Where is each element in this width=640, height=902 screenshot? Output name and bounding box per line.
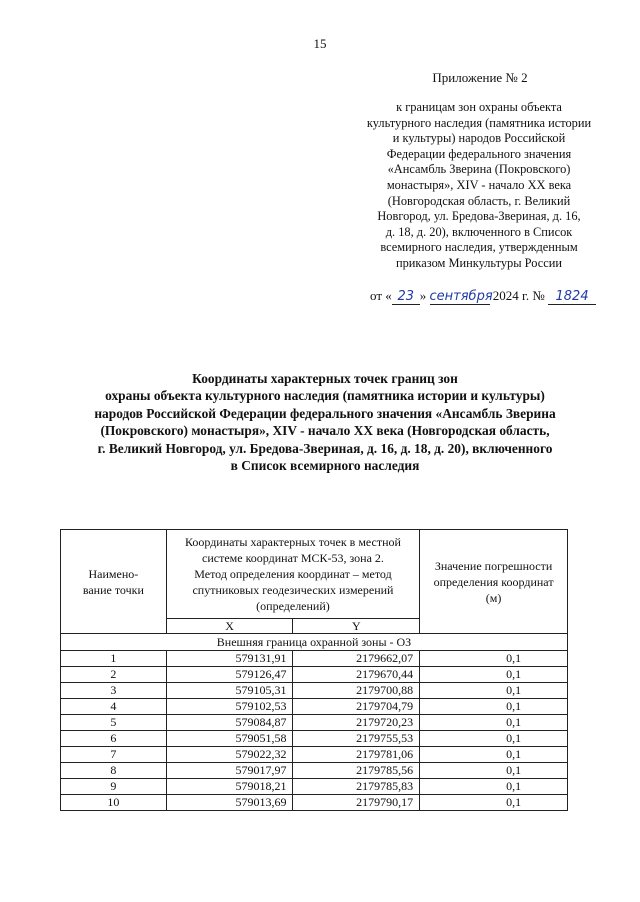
table-row: [61, 715, 568, 731]
point-number-cell: 8: [61, 763, 167, 779]
appendix-line: и культуры) народов Российской: [392, 131, 566, 146]
error-value-cell: 0,1: [420, 683, 568, 699]
page-number: 15: [313, 36, 327, 51]
x-coordinate-cell: 579084,87: [166, 715, 293, 731]
title-line: народов Российской Федерации федерального значения «Ансамбль Зверина: [94, 405, 556, 421]
point-number-cell: 9: [61, 779, 167, 795]
zone-label: Внешняя граница охранной зоны - ОЗ: [61, 634, 568, 651]
y-coordinate-cell: 2179790,17: [293, 795, 420, 811]
point-number-cell: 7: [61, 747, 167, 763]
y-coordinate-cell: 2179662,07: [293, 651, 420, 667]
point-number-cell: 1: [61, 651, 167, 667]
order-number: 1824: [548, 289, 596, 305]
header-coordinates: Координаты характерных точек в местной системе координат МСК-53, зона 2. Метод определения координат – метод спутниковых геодезических измерений (определений): [166, 530, 419, 619]
point-number-cell: 6: [61, 731, 167, 747]
error-value-cell: 0,1: [420, 667, 568, 683]
title-line: в Список всемирного наследия: [230, 458, 420, 474]
point-number-cell: 4: [61, 699, 167, 715]
y-coordinate-cell: 2179704,79: [293, 699, 420, 715]
point-number-cell: 10: [61, 795, 167, 811]
x-coordinate-cell: 579051,58: [166, 731, 293, 747]
appendix-line: «Ансамбль Зверина (Покровского): [387, 162, 571, 177]
y-coordinate-cell: 2179670,44: [293, 667, 420, 683]
appendix-text: [354, 100, 604, 272]
order-year: 2024 г. №: [489, 288, 549, 303]
error-value-cell: 0,1: [420, 747, 568, 763]
appendix-line: культурного наследия (памятника истории: [366, 115, 592, 130]
appendix-line: приказом Минкультуры России: [395, 255, 563, 270]
x-coordinate-cell: 579018,21: [166, 779, 293, 795]
appendix-line: к границам зон охраны объекта: [396, 100, 562, 114]
error-value-cell: 0,1: [420, 763, 568, 779]
y-coordinate-cell: 2179785,83: [293, 779, 420, 795]
title-line: охраны объекта культурного наследия (памятника истории и культуры): [105, 388, 545, 404]
table-row: [61, 747, 568, 763]
point-number-cell: 5: [61, 715, 167, 731]
appendix-line: всемирного наследия, утвержденным: [380, 240, 578, 255]
appendix-line: монастыря», XIV - начало XX века: [386, 177, 572, 192]
error-value-cell: 0,1: [420, 731, 568, 747]
error-value-cell: 0,1: [420, 779, 568, 795]
error-value-cell: 0,1: [420, 651, 568, 667]
point-number-cell: 3: [61, 683, 167, 699]
y-coordinate-cell: 2179755,53: [293, 731, 420, 747]
error-value-cell: 0,1: [420, 795, 568, 811]
error-value-cell: 0,1: [420, 715, 568, 731]
point-number-cell: 2: [61, 667, 167, 683]
x-coordinate-cell: 579013,69: [166, 795, 293, 811]
header-y: Y: [293, 619, 420, 634]
table-row: [61, 651, 568, 667]
x-coordinate-cell: 579102,53: [166, 699, 293, 715]
y-coordinate-cell: 2179781,06: [293, 747, 420, 763]
appendix-line: Новгород, ул. Бредова-Звериная, д. 16,: [377, 209, 581, 224]
y-coordinate-cell: 2179785,56: [293, 763, 420, 779]
document-title: [60, 370, 590, 474]
order-mid: »: [419, 288, 430, 303]
y-coordinate-cell: 2179700,88: [293, 683, 420, 699]
title-line: г. Великий Новгород, ул. Бредова-Звериная, д. 16, д. 18, д. 20), включенного: [97, 440, 553, 456]
appendix-line: д. 18, д. 20), включенного в Список: [385, 224, 573, 239]
x-coordinate-cell: 579126,47: [166, 667, 293, 683]
x-coordinate-cell: 579131,91: [166, 651, 293, 667]
header-error: Значение погрешности определения координат (м): [420, 530, 568, 634]
table-row: [61, 667, 568, 683]
appendix-title: Приложение № 2: [432, 70, 528, 85]
order-month: сентября: [429, 289, 493, 304]
x-coordinate-cell: 579017,97: [166, 763, 293, 779]
y-coordinate-cell: 2179720,23: [293, 715, 420, 731]
error-value-cell: 0,1: [420, 699, 568, 715]
order-line: [370, 288, 610, 305]
x-coordinate-cell: 579022,32: [166, 747, 293, 763]
header-x: X: [166, 619, 293, 634]
table-row: [61, 795, 568, 811]
appendix-line: Федерации федерального значения: [386, 146, 572, 161]
order-prefix: от «: [370, 288, 392, 303]
order-day: 23: [392, 289, 420, 305]
table-row: [61, 763, 568, 779]
title-line: (Покровского) монастыря», XIV - начало XX века (Новгородская область,: [100, 423, 550, 439]
x-coordinate-cell: 579105,31: [166, 683, 293, 699]
appendix-line: (Новгородская область, г. Великий: [387, 193, 571, 208]
coordinates-table: [60, 529, 568, 811]
table-row: [61, 683, 568, 699]
table-row: [61, 779, 568, 795]
header-point-name: Наимено- вание точки: [61, 530, 167, 634]
title-line: Координаты характерных точек границ зон: [192, 371, 458, 386]
table-row: [61, 731, 568, 747]
table-row: [61, 699, 568, 715]
